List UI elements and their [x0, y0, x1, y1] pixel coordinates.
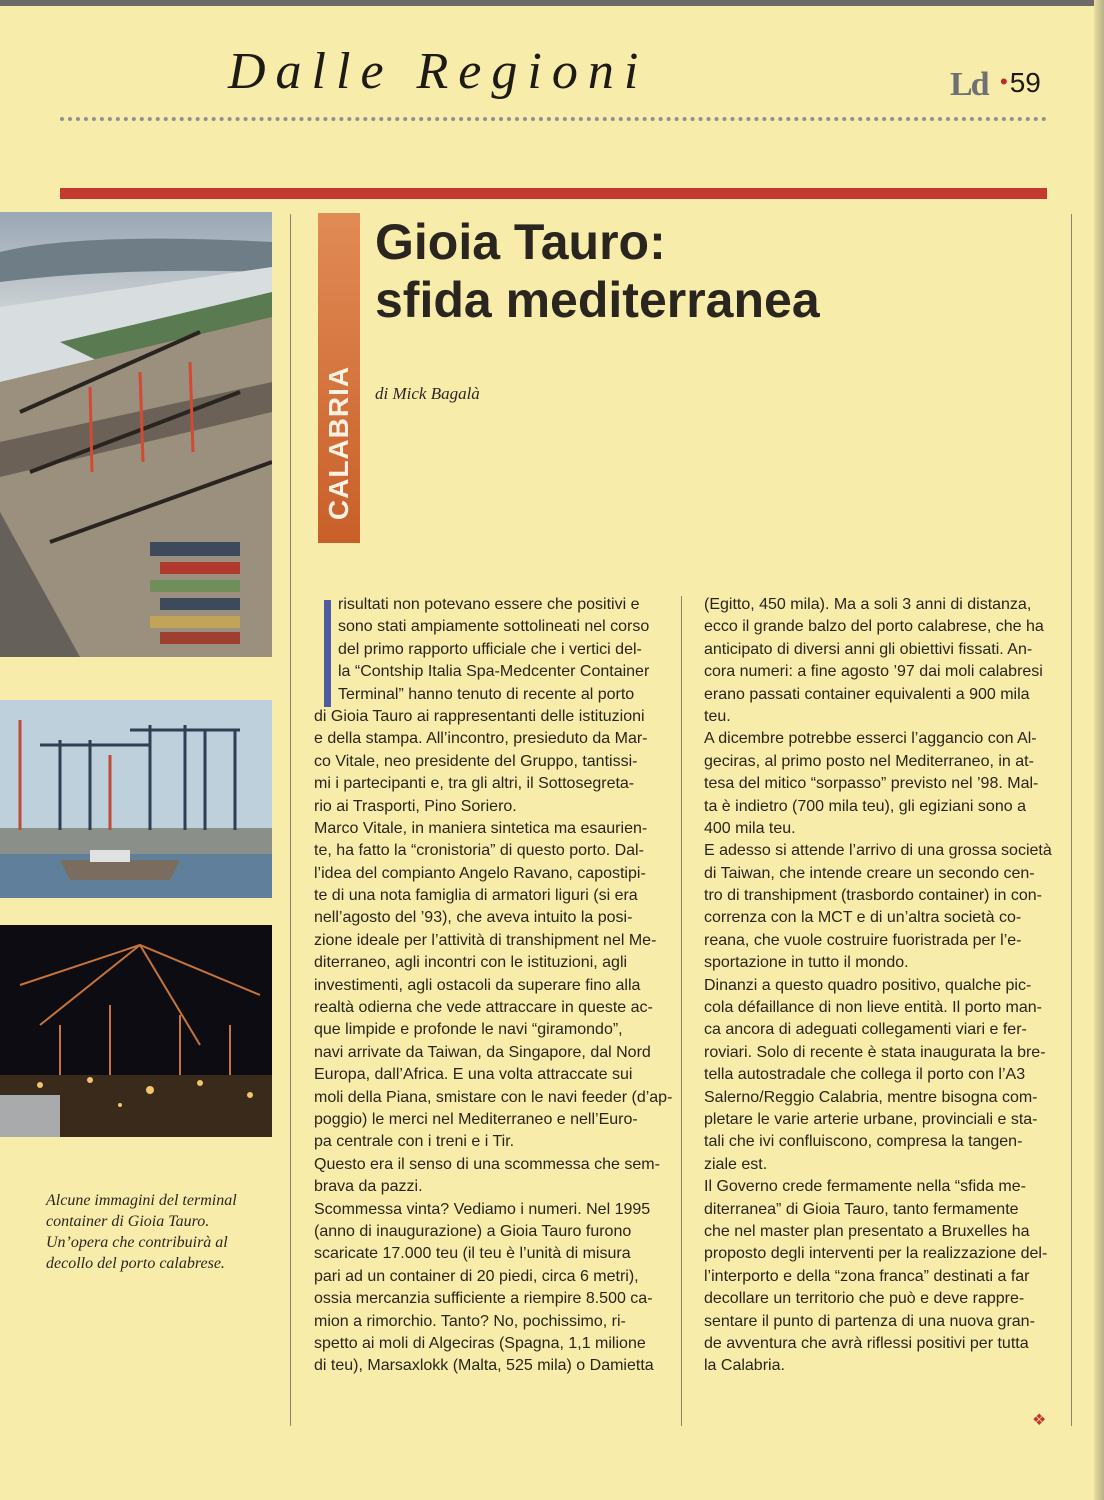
- text-line: pletare le varie arterie urbane, provinciali e sta-: [704, 1110, 1038, 1128]
- article-column-right: [704, 594, 1066, 1378]
- caption-line: container di Gioia Tauro.: [46, 1213, 210, 1230]
- article-column-left: [314, 594, 676, 1378]
- text-line: poggio) le merci nel Mediterraneo e nell’Euro-: [314, 1110, 638, 1128]
- bullet-icon: •: [1000, 69, 1008, 94]
- text-line: geciras, al primo posto nel Mediterraneo, in at-: [704, 752, 1034, 770]
- headline-line-1: Gioia Tauro:: [375, 214, 666, 270]
- text-line: cola défaillance di non lieve entità. Il porto man-: [704, 999, 1042, 1017]
- text-line: (anno di inaugurazione) a Gioia Tauro furono: [314, 1222, 632, 1240]
- text-line: sportazione in tutto il mondo.: [704, 954, 909, 972]
- text-line: correnza con la MCT e di un’altra società co-: [704, 909, 1022, 927]
- text-line: navi arrivate da Taiwan, da Singapore, dal Nord: [314, 1043, 651, 1061]
- headline-line-2: sfida mediterranea: [375, 272, 820, 328]
- text-line: 400 mila teu.: [704, 819, 796, 837]
- text-line: di Gioia Tauro ai rappresentanti delle istituzioni: [314, 707, 645, 725]
- column-rule-right: [1071, 214, 1072, 1426]
- text-line: rio ai Trasporti, Pino Soriero.: [314, 797, 517, 815]
- text-line: que limpide e profonde le navi “giramondo”,: [314, 1021, 623, 1039]
- page-edge-right: [1094, 0, 1104, 1500]
- caption-line: Alcune immagini del terminal: [46, 1192, 237, 1209]
- text-line: de avventura che avrà riflessi positivi per tutta: [704, 1334, 1029, 1352]
- text-line: scaricate 17.000 teu (il teu è l’unità di misura: [314, 1245, 631, 1263]
- region-tag-label: CALABRIA: [323, 365, 354, 521]
- text-line: tella autostradale che collega il porto con l’A3: [704, 1066, 1026, 1084]
- text-line: investimenti, agli ostacoli da superare fino alla: [314, 976, 641, 994]
- text-line: ta è indietro (700 mila teu), gli egiziani sono a: [704, 797, 1026, 815]
- text-line: e della stampa. All’incontro, presieduto da Mar-: [314, 730, 648, 748]
- text-line: te di una nota famiglia di armatori liguri (si era: [314, 887, 638, 905]
- text-line: la “Contship Italia Spa-Medcenter Container: [338, 663, 650, 681]
- text-line: pari ad un container di 20 piedi, circa 6 metri),: [314, 1267, 639, 1285]
- red-header-rule: [60, 188, 1047, 199]
- region-tag: [318, 213, 360, 543]
- end-of-article-icon: ❖: [1032, 1412, 1047, 1429]
- text-line: brava da pazzi.: [314, 1178, 423, 1196]
- port-night-photo: [0, 925, 272, 1137]
- photo-caption: [46, 1190, 271, 1274]
- column-rule-left: [290, 214, 291, 1426]
- page-edge: [0, 0, 1104, 6]
- text-line: mi i partecipanti e, tra gli altri, il Sottosegreta-: [314, 775, 635, 793]
- text-line: erano passati container equivalenti a 900 mila: [704, 685, 1030, 703]
- text-line: mion a rimorchio. Tanto? No, pochissimo, ri-: [314, 1312, 626, 1330]
- text-line: nell’agosto del ’93), che aveva intuito la posi-: [314, 909, 633, 927]
- text-line: risultati non potevano essere che positivi e: [338, 596, 640, 613]
- text-line: che nel master plan presentato a Bruxelles ha: [704, 1222, 1030, 1240]
- text-line: sono stati ampiamente sottolineati nel corso: [338, 618, 650, 636]
- text-line: (Egitto, 450 mila). Ma a soli 3 anni di distanza,: [704, 596, 1032, 613]
- text-line: Europa, dall’Africa. E una volta attraccate sui: [314, 1066, 633, 1084]
- text-line: sentare il punto di partenza di una nuova gran-: [704, 1312, 1035, 1330]
- text-line: te, ha fatto la “cronistoria” di questo porto. Dal-: [314, 842, 644, 860]
- text-line: Terminal” hanno tenuto di recente al porto: [338, 685, 635, 703]
- page-number-value: 59: [1009, 67, 1041, 98]
- text-line: la Calabria.: [704, 1357, 785, 1375]
- text-line: realtà odierna che vede attraccare in queste ac-: [314, 999, 653, 1017]
- text-line: ecco il grande balzo del porto calabrese, che ha: [704, 618, 1044, 636]
- magazine-logo-text: Ld: [950, 66, 988, 103]
- text-line: diterranea” di Gioia Tauro, tanto fermamente: [704, 1200, 1019, 1218]
- byline: di Mick Bagalà: [375, 384, 480, 403]
- section-title: Dalle Regioni: [228, 43, 649, 100]
- text-line: ca ancora di adeguati collegamenti viari e fer-: [704, 1021, 1027, 1039]
- text-line: tesa del mitico “sorpasso” previsto nel ’98. Mal-: [704, 775, 1039, 793]
- caption-line: decollo del porto calabrese.: [46, 1255, 225, 1272]
- text-line: l’interporto e della “zona franca” destinati a far: [704, 1267, 1030, 1285]
- text-line: tali che ivi confluiscono, compresa la tangen-: [704, 1133, 1023, 1151]
- text-line: zione ideale per l’attività di transhipment nel Me-: [314, 931, 657, 949]
- text-line: decollare un territorio che può e deve rappre-: [704, 1290, 1025, 1308]
- column-rule-middle: [681, 596, 682, 1426]
- dotted-divider: [60, 117, 1047, 121]
- text-line: proposto degli interventi per la realizzazione del-: [704, 1245, 1048, 1263]
- text-line: pa centrale con i treni e i Tir.: [314, 1133, 515, 1151]
- text-line: Questo era il senso di una scommessa che sem-: [314, 1155, 660, 1173]
- text-line: di teu), Marsaxlokk (Malta, 525 mila) o Damietta: [314, 1357, 654, 1375]
- port-cranes-photo: [0, 700, 272, 898]
- text-line: roviari. Solo di recente è stata inaugurata la bre-: [704, 1043, 1046, 1061]
- text-line: del primo rapporto ufficiale che i vertici del-: [338, 640, 642, 658]
- text-line: anticipato di diversi anni gli obiettivi fissati. An-: [704, 640, 1033, 658]
- caption-line: Un’opera che contribuirà al: [46, 1234, 228, 1251]
- text-line: reana, che vuole costruire fuoristrada per l’e-: [704, 931, 1022, 949]
- text-line: Salerno/Reggio Calabria, mentre bisogna com-: [704, 1088, 1038, 1106]
- text-line: co Vitale, neo presidente del Gruppo, tantissi-: [314, 752, 638, 770]
- text-line: A dicembre potrebbe esserci l’aggancio con Al-: [704, 730, 1037, 748]
- text-line: E adesso si attende l’arrivo di una grossa società: [704, 842, 1052, 860]
- port-aerial-photo: [0, 212, 272, 657]
- text-line: l’idea del compianto Angelo Ravano, capostipi-: [314, 864, 646, 882]
- text-line: tro di transhipment (trasbordo container) in con-: [704, 887, 1042, 905]
- magazine-logo: [950, 66, 988, 104]
- text-line: Dinanzi a questo quadro positivo, qualche pic-: [704, 976, 1032, 994]
- text-line: moli della Piana, smistare con le navi feeder (d’ap-: [314, 1088, 673, 1106]
- text-line: cora numeri: a fine agosto ’97 dai moli calabresi: [704, 663, 1043, 681]
- text-line: teu.: [704, 707, 731, 725]
- text-line: di Taiwan, che intende creare un secondo cen-: [704, 864, 1035, 882]
- text-line: Scommessa vinta? Vediamo i numeri. Nel 1995: [314, 1200, 651, 1218]
- text-line: ziale est.: [704, 1155, 768, 1173]
- text-line: diterraneo, agli incontri con le istituzioni, agli: [314, 954, 628, 972]
- article-headline: [375, 213, 820, 329]
- text-line: ossia mercanzia sufficiente a riempire 8.500 ca-: [314, 1290, 653, 1308]
- page-number: [1000, 67, 1041, 99]
- text-line: Il Governo crede fermamente nella “sfida me-: [704, 1178, 1026, 1196]
- text-line: spetto ai moli di Algeciras (Spagna, 1,1 milione: [314, 1334, 646, 1352]
- text-line: Marco Vitale, in maniera sintetica ma esaurien-: [314, 819, 648, 837]
